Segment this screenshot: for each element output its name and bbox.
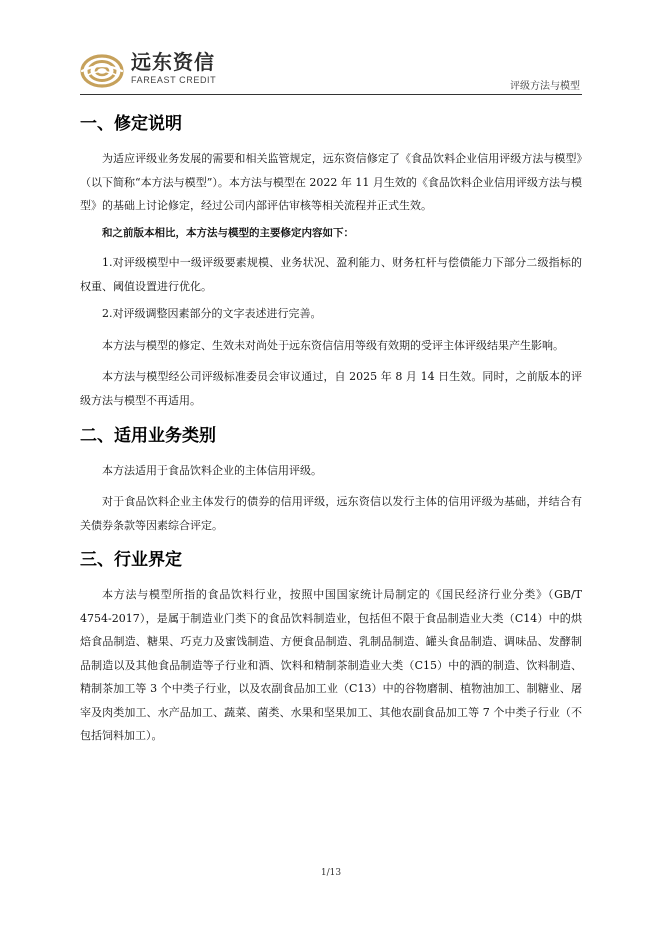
- section-title-revision: 一、修定说明: [80, 114, 182, 134]
- paragraph: 本方法适用于食品饮料企业的主体信用评级。: [102, 464, 322, 477]
- fareast-credit-logo-icon: [80, 53, 124, 89]
- section-title-industry: 三、行业界定: [80, 550, 182, 570]
- section-title-scope: 二、适用业务类别: [80, 426, 216, 446]
- header-divider: [80, 94, 582, 95]
- paragraph: 为适应评级业务发展的需要和相关监管规定，远东资信修定了《食品饮料企业信用评级方法与模型》（以下简称“本方法与模型”）。本方法与模型在 2022 年 11 月生效的《食品饮料企业信用评级方法与模型》的基础上讨论修定，经过公司内部评估审核等相关流程并正式生效。: [80, 152, 582, 212]
- paragraph: 对于食品饮料企业主体发行的债券的信用评级，远东资信以发行主体的信用评级为基础，并结合有关债券条款等因素综合评定。: [80, 495, 582, 532]
- paragraph-bold: 和之前版本相比，本方法与模型的主要修定内容如下：: [102, 227, 354, 239]
- paragraph: 本方法与模型的修定、生效未对尚处于远东资信信用等级有效期的受评主体评级结果产生影响。: [102, 339, 564, 352]
- brand-name-en: FAREAST CREDIT: [131, 75, 217, 85]
- paragraph: 2.对评级调整因素部分的文字表述进行完善。: [102, 307, 322, 320]
- page-number: 1/13: [320, 868, 342, 878]
- paragraph: 本方法与模型经公司评级标准委员会审议通过，自 2025 年 8 月 14 日生效。同时，之前版本的评级方法与模型不再适用。: [80, 370, 582, 407]
- logo-rings: [82, 56, 122, 86]
- document-label: 评级方法与模型: [510, 81, 580, 92]
- paragraph: 本方法与模型所指的食品饮料行业，按照中国国家统计局制定的《国民经济行业分类》（GB/T 4754-2017），是属于制造业门类下的食品饮料制造业，包括但不限于食品制造业大类（C14）中的烘焙食品制造、糖果、巧克力及蜜饯制造、方便食品制造、乳制品制造、罐头食品制造、调味品、发酵制品制造以及其他食品制造等子行业和酒、饮料和精制茶制造业大类（C15）中的酒的制造、饮料制造、精制茶加工等 3 个中类子行业，以及农副食品加工业（C13）中的谷物磨制、植物油加工、制糖业、屠宰及肉类加工、水产品加工、蔬菜、菌类、水果和坚果加工、其他农副食品加工等 7 个中类子行业（不包括饲料加工）。: [80, 588, 582, 742]
- brand-name-cn: 远东资信: [131, 50, 215, 74]
- paragraph: 1.对评级模型中一级评级要素规模、业务状况、盈利能力、财务杠杆与偿债能力下部分二级指标的权重、阈值设置进行优化。: [80, 256, 582, 293]
